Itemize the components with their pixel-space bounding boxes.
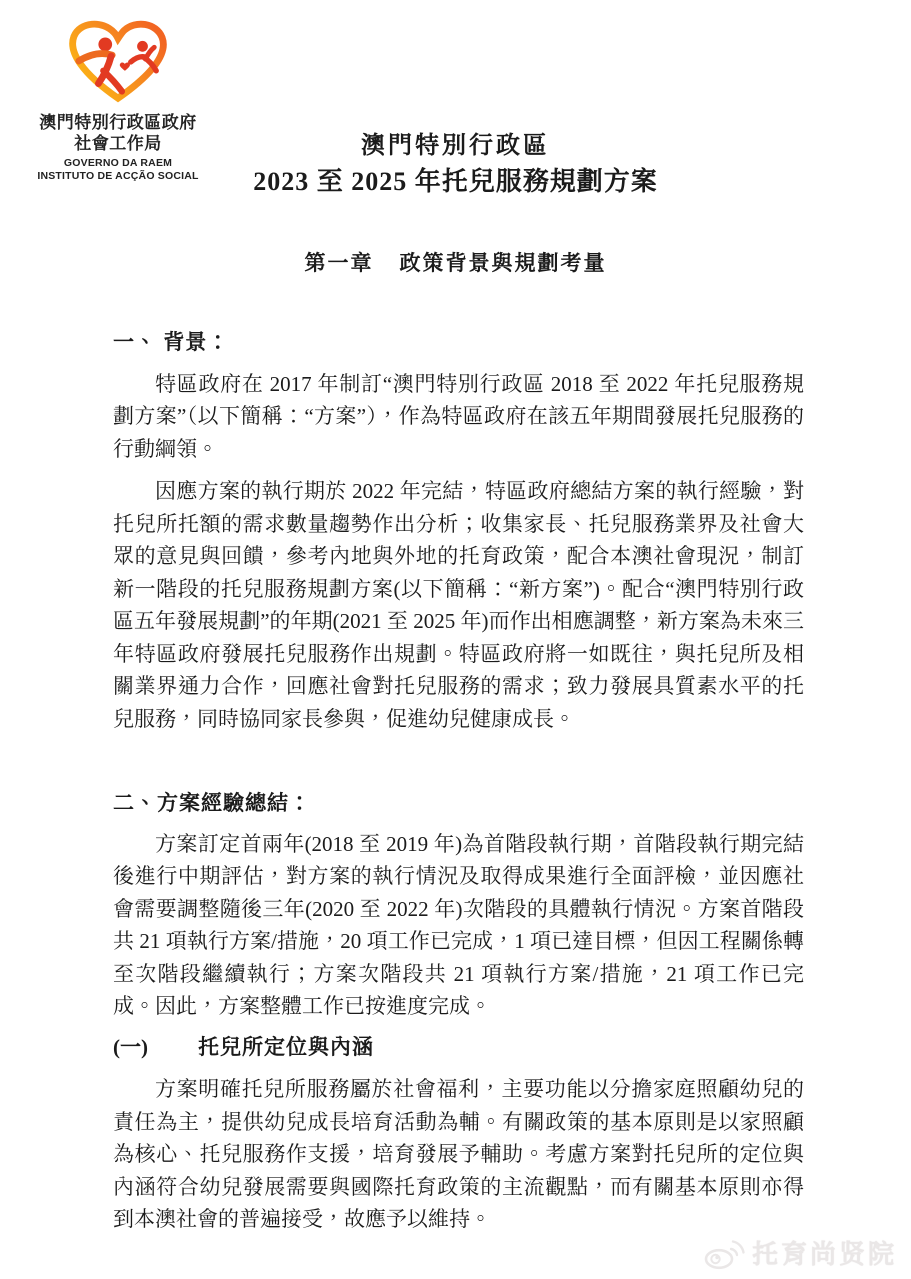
subsection1-number: (一) — [113, 1034, 148, 1059]
subsection1-paragraph-1: 方案明確托兒所服務屬於社會福利，主要功能以分擔家庭照顧幼兒的責任為主，提供幼兒成長培育活動為輔。有關政策的基本原則是以家照顧為核心、托兒服務作支援，培育發展予輔助。考慮方案對托兒所的定位與內涵符合幼兒發展需要與國際托育政策的主流觀點，而有關基本原則亦得到本澳社會的普遍接受，故應予以維持。 — [113, 1077, 804, 1231]
subsection1-heading — [113, 1031, 804, 1064]
section2-paragraph-1: 方案訂定首兩年(2018 至 2019 年)為首階段執行期，首階段執行期完結後進行中期評估，對方案的執行情況及取得成果進行全面評檢，並因應社會需要調整隨後三年(2020 至 2022 年)次階段的具體執行情況。方案首階段共 21 項執行方案/措施，20 項工作已完成，1 項已達目標，但因工程關係轉至次階段繼續執行；方案次階段共 21 項執行方案/措施，21 項工作已完成。因此，方案整體工作已按進度完成。 — [113, 831, 804, 1018]
org-name-zh: 澳門特別行政區政府 — [39, 113, 197, 132]
title-line-1: 澳門特別行政區 — [361, 133, 550, 159]
document-body — [113, 326, 804, 1236]
title-line-2: 2023 至 2025 年托兒服務規劃方案 — [253, 167, 658, 196]
section1-heading: 一、 背景： — [113, 330, 230, 354]
dept-name-pt: INSTITUTO DE ACÇÃO SOCIAL — [37, 170, 199, 182]
section1-paragraph-2: 因應方案的執行期於 2022 年完結，特區政府總結方案的執行經驗，對托兒所托額的需求數量趨勢作出分析；收集家長、托兒服務業界及社會大眾的意見與回饋，參考內地與外地的托育政策，配合本澳社會現況，制訂新一階段的托兒服務規劃方案(以下簡稱：“新方案”)。配合“澳門特別行政區五年發展規劃”的年期(2021 至 2025 年)而作出相應調整，新方案為未來三年特區政府發展托兒服務作出規劃。特區政府將一如既往，與托兒所及相關業界通力合作，回應社會對托兒服務的需求；致力發展具質素水平的托兒服務，同時協同家長參與，促進幼兒健康成長。 — [113, 479, 804, 731]
watermark — [704, 1234, 897, 1271]
subsection1-title: 托兒所定位與內涵 — [198, 1034, 374, 1059]
section2-heading: 二、方案經驗總結： — [113, 791, 311, 815]
chapter-number: 第一章 — [304, 251, 374, 275]
dept-name-zh: 社會工作局 — [74, 134, 162, 153]
chapter-title: 政策背景與規劃考量 — [399, 251, 607, 275]
chapter-heading — [0, 247, 911, 277]
watermark-text: 托育尚贤院 — [751, 1239, 897, 1269]
document-title — [0, 131, 911, 199]
section1-paragraph-1: 特區政府在 2017 年制訂“澳門特別行政區 2018 至 2022 年托兒服務規劃方案”（以下簡稱：“方案”），作為特區政府在該五年期間發展托兒服務的行動綱領。 — [113, 371, 804, 461]
org-name-pt: GOVERNO DA RAEM — [63, 157, 173, 169]
heart-figures-logo-icon — [59, 12, 177, 110]
weibo-icon — [704, 1236, 746, 1270]
